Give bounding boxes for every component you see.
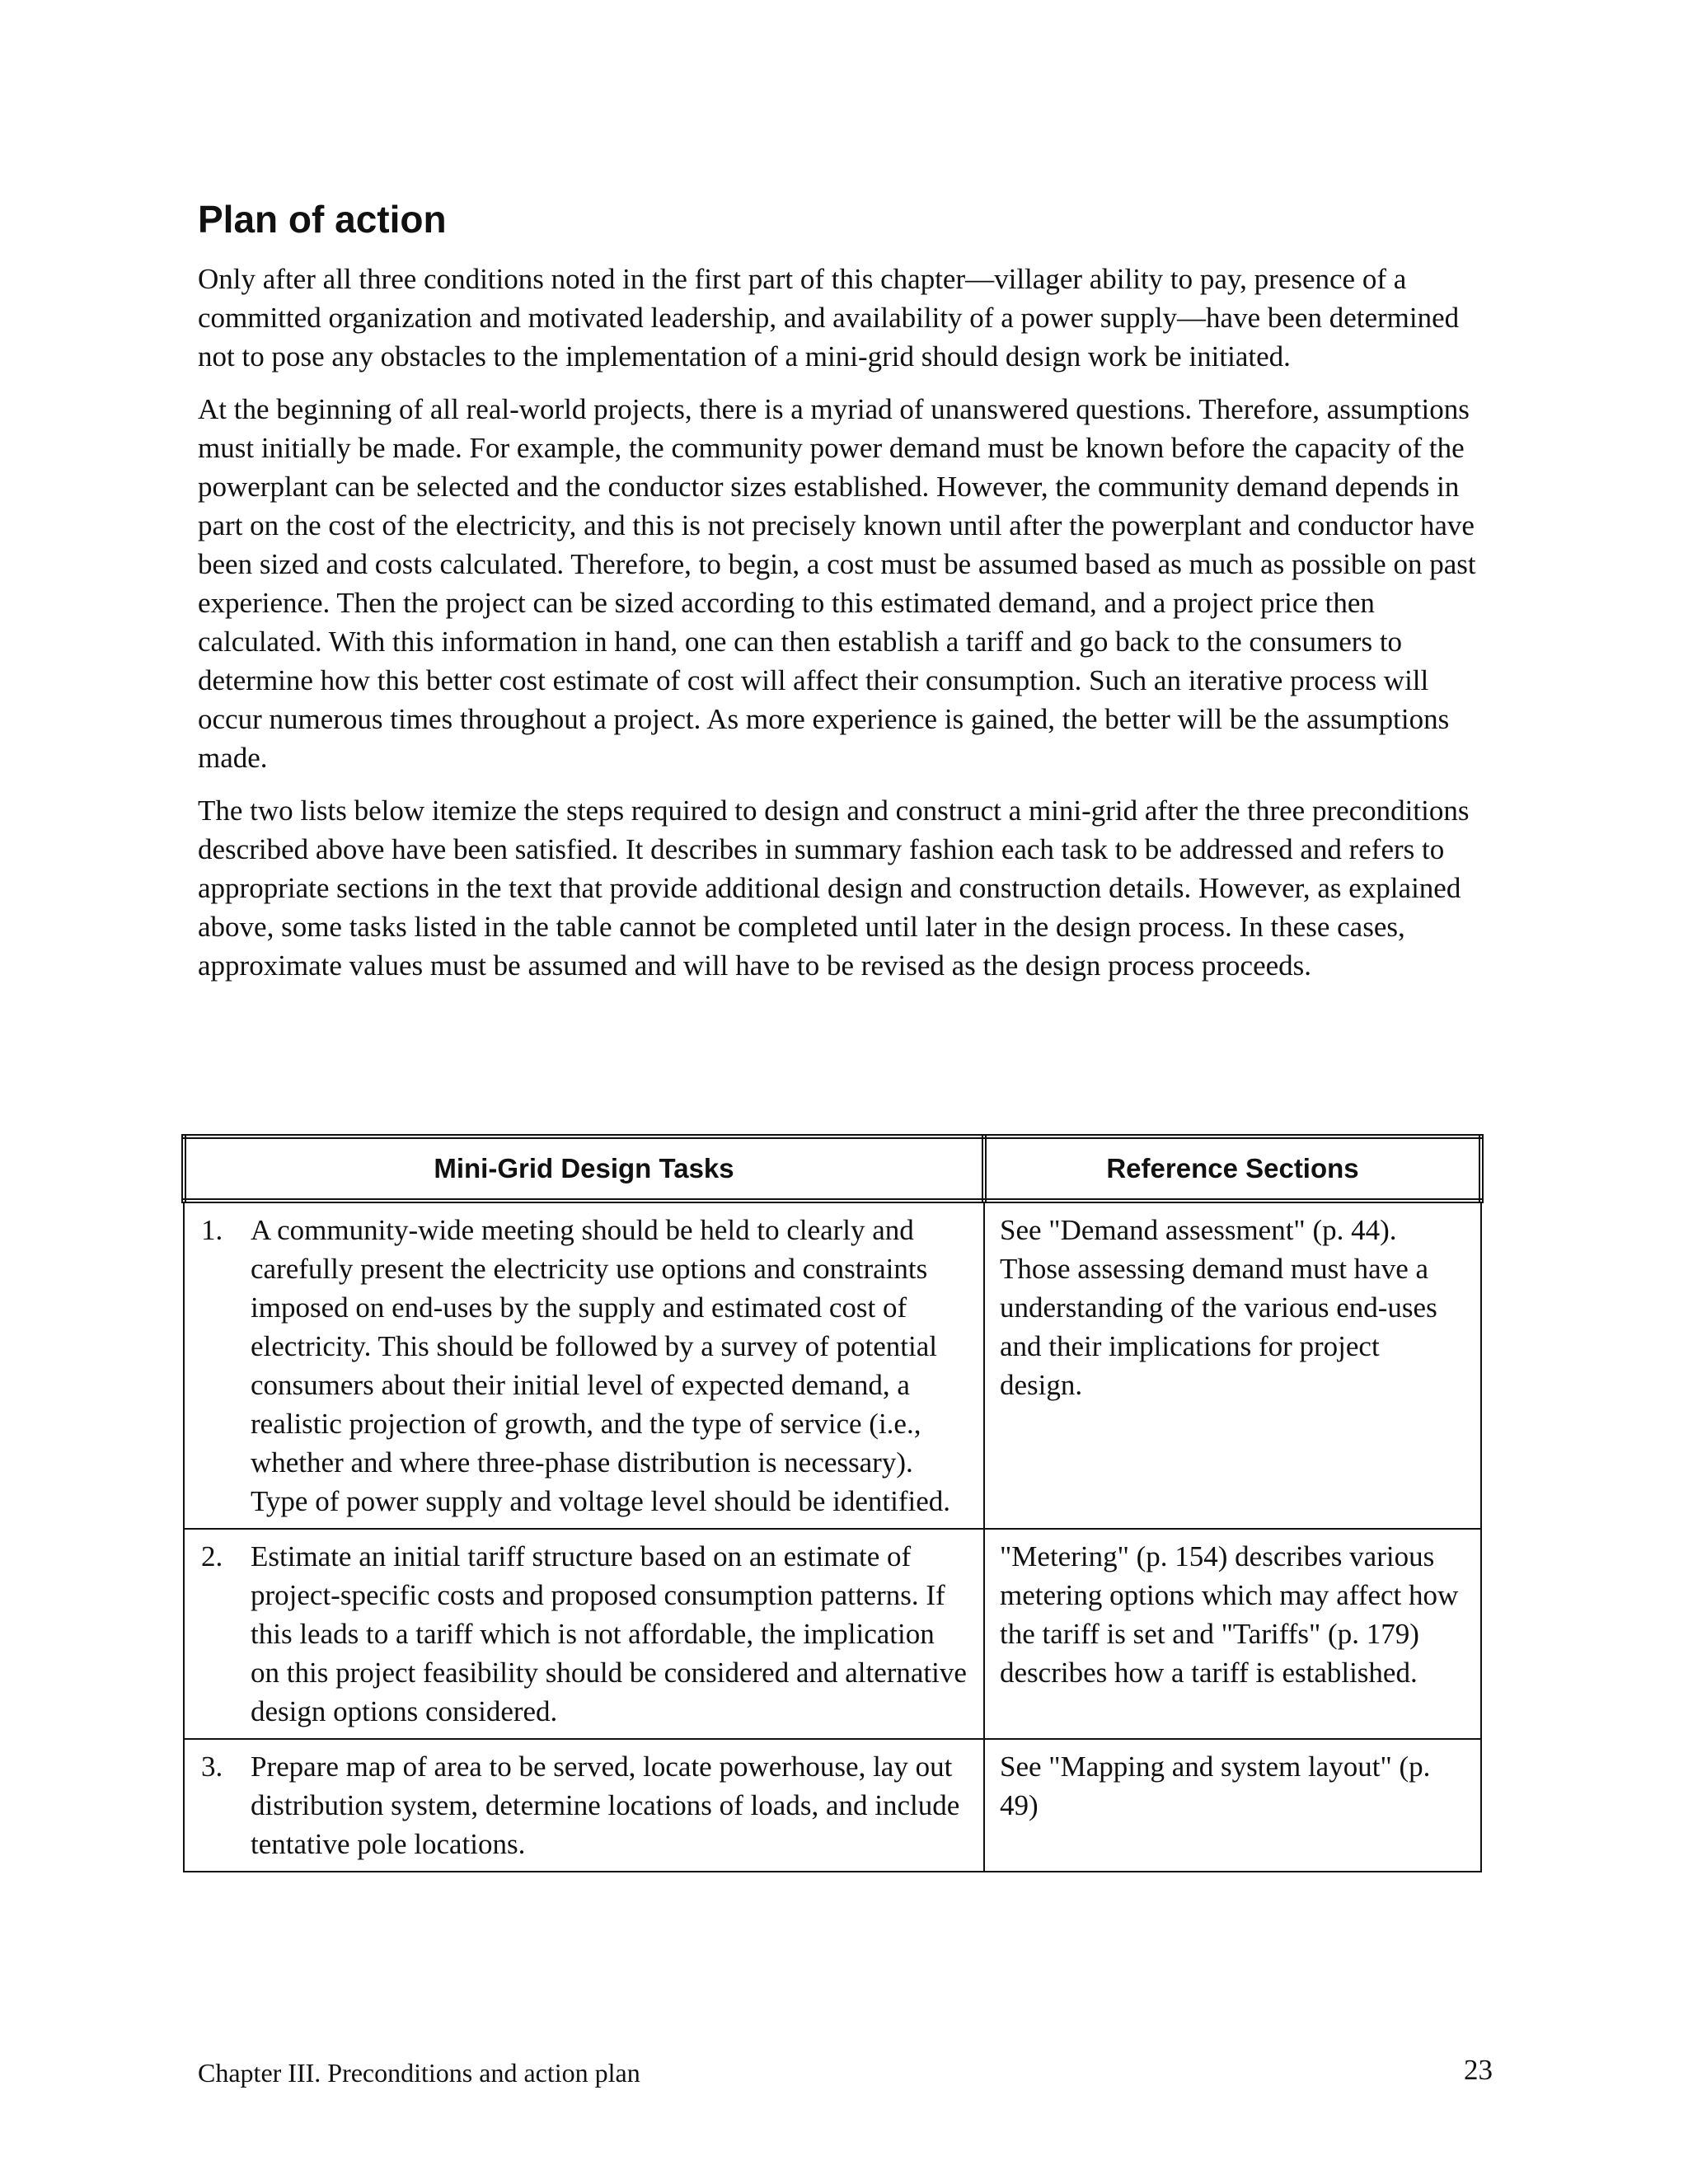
task-number: 2. <box>201 1540 223 1572</box>
paragraph: Only after all three conditions noted in the first part of this chapter—villager ability to pay, presence of a committed organization and motivated leadership, and availability of a power supply—have been determined not to pose any obstacles to the implementation of a mini-grid should design work be initiated. <box>198 263 1460 373</box>
header-references: Reference Sections <box>984 1137 1481 1201</box>
reference-cell: "Metering" (p. 154) describes various metering options which may affect how the tariff is set and "Tariffs" (p. 179) describes how a tariff is established. <box>984 1529 1481 1739</box>
paragraph: At the beginning of all real-world projects, there is a myriad of unanswered questions. Therefore, assumptions must initially be made. For example, the community power demand must be known before the capacity of the powerplant can be selected and the conductor sizes established. However, the community demand depends in part on the cost of the electricity, and this is not precisely known until after the powerplant and conductor have been sized and costs calculated. Therefore, to begin, a cost must be assumed based as much as possible on past experience. Then the project can be sized according to this estimated demand, and a project price then calculated. With this information in hand, one can then establish a tariff and go back to the consumers to determine how this better cost estimate of cost will affect their consumption. Such an iterative process will occur numerous times throughout a project. As more experience is gained, the better will be the assumptions made. <box>198 393 1476 774</box>
page-number: 23 <box>1464 2054 1493 2086</box>
task-cell <box>184 1739 984 1872</box>
table-row <box>184 1529 1481 1739</box>
task-text: Prepare map of area to be served, locate powerhouse, lay out distribution system, determine locations of loads, and include tentative pole locations. <box>251 1750 960 1860</box>
reference-cell: See "Mapping and system layout" (p. 49) <box>984 1739 1481 1872</box>
table-row <box>184 1201 1481 1529</box>
section-heading: Plan of action <box>198 198 447 241</box>
body-text <box>198 260 1492 999</box>
header-tasks: Mini-Grid Design Tasks <box>184 1137 984 1201</box>
paragraph: The two lists below itemize the steps required to design and construct a mini-grid after the three preconditions described above have been satisfied. It describes in summary fashion each task to be addressed and refers to appropriate sections in the text that provide additional design and construction details. However, as explained above, some tasks listed in the table cannot be completed until later in the design process. In these cases, approximate values must be assumed and will have to be revised as the design process proceeds. <box>198 794 1470 982</box>
task-cell <box>184 1201 984 1529</box>
table-row <box>184 1739 1481 1872</box>
task-number: 3. <box>201 1750 223 1783</box>
footer-chapter: Chapter III. Preconditions and action plan <box>198 2058 640 2088</box>
design-tasks-table <box>181 1134 1484 1872</box>
task-cell <box>184 1529 984 1739</box>
task-number: 1. <box>201 1214 223 1246</box>
reference-cell: See "Demand assessment" (p. 44). Those assessing demand must have a understanding of the various end-uses and their implications for project design. <box>984 1201 1481 1529</box>
table-header-row <box>184 1137 1481 1201</box>
task-text: A community-wide meeting should be held to clearly and carefully present the electricity use options and constraints imposed on end-uses by the supply and estimated cost of electricity. This should be followed by a survey of potential consumers about their initial level of expected demand, a realistic projection of growth, and the type of service (i.e., whether and where three-phase distribution is necessary). Type of power supply and voltage level should be identified. <box>251 1214 951 1517</box>
task-text: Estimate an initial tariff structure based on an estimate of project-specific costs and proposed consumption patterns. If this leads to a tariff which is not affordable, the implication on this project feasibility should be considered and alternative design options considered. <box>251 1540 967 1727</box>
